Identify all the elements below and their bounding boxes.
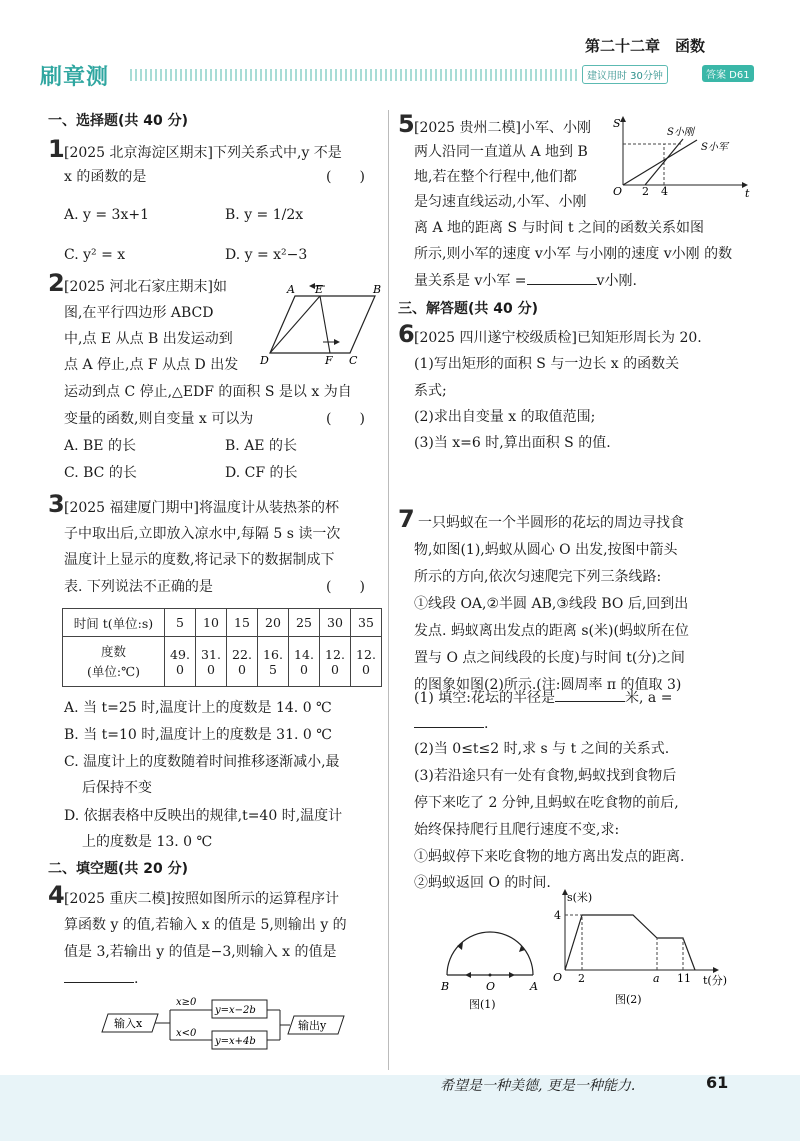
table-cell: 14. 0 (289, 637, 320, 687)
label-f: F (325, 354, 333, 367)
q5-label-t: t (745, 187, 750, 198)
q7-line7: 的图象如图(2)所示.(注:圆周率 π 的值取 3) (414, 677, 682, 693)
q7-number: 7 (398, 505, 415, 533)
flow-output-label: 输出y (298, 1019, 327, 1032)
fig2-label-11: 11 (677, 972, 691, 985)
fig1-label-b: B (441, 980, 450, 993)
q2-option-a: A. BE 的长 (64, 438, 136, 454)
center-o-dot (489, 974, 492, 977)
q7-line5: 发点. 蚂蚁离出发点的距离 s(米)(蚂蚁所在位 (414, 623, 689, 639)
q5-label-s-jun: S小军 (701, 142, 728, 153)
fig2-label-a: a (653, 972, 660, 985)
q7-line4: ①线段 OA,②半圆 AB,③线段 BO 后,回到出 (414, 596, 689, 612)
q7-line8 (414, 687, 672, 709)
arrowhead-f (334, 339, 340, 345)
q3-line1: [2025 福建厦门期中]将温度计从装热茶的杯 (64, 500, 340, 516)
q5-label-s-gang: S小刚 (667, 127, 694, 138)
q2-number: 2 (48, 269, 65, 297)
q5-line-xiaojun (623, 140, 697, 185)
q2-line4: 点 A 停止,点 F 从点 D 出发 (64, 357, 239, 373)
page-number: 61 (706, 1073, 729, 1092)
table-cell: 10 (196, 609, 227, 637)
q5-line7 (414, 270, 637, 292)
fig2-label-s: s(米) (567, 891, 593, 904)
q7-line12: 停下来吃了 2 分钟,且蚂蚁在吃食物的前后, (414, 795, 679, 811)
table-row-temp (63, 637, 382, 687)
q3-option-d2: 上的度数是 13. 0 ℃ (82, 834, 213, 850)
table-cell: 22. 0 (227, 637, 258, 687)
q5-label-s: S (613, 117, 621, 130)
table-cell: 49. 0 (165, 637, 196, 687)
q5-label-o: O (613, 185, 623, 198)
table-cell: 35 (351, 609, 382, 637)
fig1-caption: 图(1) (469, 998, 496, 1010)
fig2-label-4: 4 (554, 909, 561, 922)
q5-answer-blank[interactable] (527, 271, 597, 285)
q7-line9 (414, 713, 488, 735)
q3-number: 3 (48, 490, 65, 518)
q4-line4 (64, 968, 138, 990)
table-cell: 20 (258, 609, 289, 637)
flow-func2: y=x+4b (215, 1036, 256, 1047)
table-cell: 25 (289, 609, 320, 637)
q1-option-c: C. y² = x (64, 247, 126, 263)
q7-line1: 一只蚂蚁在一个半圆形的花坛的周边寻找食 (418, 515, 684, 531)
q6-line4: (2)求出自变量 x 的取值范围; (414, 409, 596, 425)
q1-option-d: D. y = x²−3 (225, 247, 308, 263)
q6-line2: (1)写出矩形的面积 S 与一边长 x 的函数关 (414, 356, 680, 372)
q2-option-b: B. AE 的长 (225, 438, 297, 454)
q4-answer-blank[interactable] (64, 969, 134, 983)
q1-line1: [2025 北京海淀区期末]下列关系式中,y 不是 (64, 145, 342, 161)
table-header-temp-b: (单位:℃) (87, 663, 140, 679)
chapter-title: 第二十二章 函数 (585, 37, 706, 55)
time-badge: 建议用时 30分钟 (582, 65, 668, 84)
table-header-temp-a: 度数 (100, 643, 126, 659)
flow-input-label: 输入x (114, 1017, 143, 1030)
section-answer-heading: 三、解答题(共 40 分) (398, 301, 539, 317)
q6-line3: 系式; (414, 383, 447, 399)
q5-line7b: v小刚. (596, 273, 637, 289)
segment-ef (320, 296, 330, 353)
q7-a-blank[interactable] (414, 714, 484, 728)
q7-line6: 置与 O 点之间线段的长度)与时间 t(分)之间 (414, 650, 685, 666)
q1-option-a: A. y = 3x+1 (64, 207, 149, 223)
table-cell: 30 (320, 609, 351, 637)
q5-line6: 所示,则小军的速度 v小军 与小刚的速度 v小刚 的数 (414, 246, 733, 262)
section-logo: 刷章测 (40, 65, 110, 90)
q7-line8b: 米, a = (625, 690, 673, 706)
q2-option-c: C. BC 的长 (64, 465, 137, 481)
fig1-label-o: O (486, 980, 496, 993)
diameter-arrow-right (509, 972, 515, 978)
q4-line3: 值是 3,若输出 y 的值是−3,则输入 x 的值是 (64, 944, 337, 960)
fig2-label-t: t(分) (703, 974, 728, 987)
q3-option-c1: C. 温度计上的度数随着时间推移逐渐减小,最 (64, 754, 340, 770)
segment-de (270, 296, 320, 353)
label-e: E (315, 283, 324, 296)
q7-line2: 物,如图(1),蚂蚁从圆心 O 出发,按图中箭头 (414, 542, 678, 558)
q5-line3: 地,若在整个行程中,他们都 (414, 169, 577, 185)
arc-arrow-left (457, 942, 463, 950)
q5-label-2: 2 (642, 185, 649, 198)
q3-paren: ( ) (326, 579, 365, 595)
label-c: C (349, 354, 358, 367)
flow-cond2: x<0 (176, 1028, 197, 1039)
q1-option-b: B. y = 1/2x (225, 207, 304, 223)
label-b: B (373, 283, 382, 296)
section-fill-heading: 二、填空题(共 20 分) (48, 861, 189, 877)
q2-line3: 中,点 E 从点 B 出发运动到 (64, 331, 233, 347)
q2-line5: 运动到点 C 停止,△EDF 的面积 S 是以 x 为自 (64, 384, 352, 400)
footer-band (0, 1075, 800, 1141)
fig2-polyline (565, 915, 695, 970)
q7-figure2 (545, 885, 735, 1010)
q2-line6: 变量的函数,则自变量 x 可以为 (64, 411, 254, 427)
q3-line3: 温度计上显示的度数,将记录下的数据制成下 (64, 552, 335, 568)
temperature-table (62, 608, 382, 687)
q6-number: 6 (398, 320, 415, 348)
q3-line2: 子中取出后,立即放入凉水中,每隔 5 s 读一次 (64, 526, 341, 542)
q7-line10: (2)当 0≤t≤2 时,求 s 与 t 之间的关系式. (414, 741, 670, 757)
q4-period: . (134, 971, 139, 987)
q7-line3: 所示的方向,依次匀速爬完下列三条线路: (414, 569, 662, 585)
fig2-label-2: 2 (578, 972, 585, 985)
q5-line5: 离 A 地的距离 S 与时间 t 之间的函数关系如图 (414, 220, 705, 236)
q2-line1: [2025 河北石家庄期末]如 (64, 279, 228, 295)
parallelogram-figure (255, 278, 385, 368)
q1-paren: ( ) (326, 169, 365, 185)
q5-line1: [2025 贵州二模]小军、小刚 (414, 120, 592, 136)
fig2-label-o: O (553, 971, 563, 984)
q3-option-d1: D. 依据表格中反映出的规律,t=40 时,温度计 (64, 808, 343, 824)
q5-line4: 是匀速直线运动,小军、小刚 (414, 194, 587, 210)
q3-option-a: A. 当 t=25 时,温度计上的度数是 14. 0 ℃ (64, 700, 332, 716)
q7-radius-blank[interactable] (555, 688, 625, 702)
q5-label-4: 4 (661, 185, 668, 198)
q6-line5: (3)当 x=6 时,算出面积 S 的值. (414, 435, 611, 451)
q5-line7a: 量关系是 v小军 = (414, 273, 527, 289)
q4-number: 4 (48, 881, 65, 909)
q2-line2: 图,在平行四边形 ABCD (64, 305, 214, 321)
fig2-t-arrow (713, 967, 719, 973)
flow-func1: y=x−2b (215, 1005, 256, 1016)
section-choice-heading: 一、选择题(共 40 分) (48, 113, 189, 129)
label-d: D (260, 354, 269, 367)
fig1-label-a: A (530, 980, 538, 993)
q3-option-b: B. 当 t=10 时,温度计上的度数是 31. 0 ℃ (64, 727, 332, 743)
q7-line14: ①蚂蚁停下来吃食物的地方离出发点的距离. (414, 849, 685, 865)
table-cell: 12. 0 (320, 637, 351, 687)
label-a: A (287, 283, 295, 296)
fig2-caption: 图(2) (615, 993, 642, 1006)
q2-option-d: D. CF 的长 (225, 465, 298, 481)
table-cell: 15 (227, 609, 258, 637)
q7-figure1 (435, 920, 545, 1010)
table-cell: 16. 5 (258, 637, 289, 687)
q5-number: 5 (398, 110, 415, 138)
header-stripes (130, 69, 580, 81)
q7-line8a: (1) 填空:花坛的半径是 (414, 690, 555, 706)
q4-line1: [2025 重庆二模]按照如图所示的运算程序计 (64, 891, 340, 907)
table-cell: 5 (165, 609, 196, 637)
flowchart (100, 992, 350, 1062)
table-cell: 12. 0 (351, 637, 382, 687)
table-row-time (63, 609, 382, 637)
q2-paren: ( ) (326, 411, 365, 427)
column-divider (388, 110, 389, 1070)
answer-badge: 答案 D61 (702, 65, 754, 82)
q1-line2: x 的函数的是 (64, 169, 147, 185)
flow-cond1: x≥0 (176, 997, 197, 1008)
footer-motto: 希望是一种美德, 更是一种能力. (440, 1078, 636, 1094)
table-header-time: 时间 t(单位:s) (63, 609, 165, 637)
q1-number: 1 (48, 135, 65, 163)
parallelogram-abcd (270, 296, 375, 353)
table-header-temp (63, 637, 165, 687)
q5-line2: 两人沿同一直道从 A 地到 B (414, 144, 588, 160)
q5-graph (605, 113, 755, 198)
q7-line11: (3)若沿途只有一处有食物,蚂蚁找到食物后 (414, 768, 677, 784)
q5-s-arrow (620, 116, 626, 122)
q3-option-c2: 后保持不变 (82, 780, 152, 796)
q3-line4: 表. 下列说法不正确的是 (64, 579, 213, 595)
q7-line13: 始终保持爬行且爬行速度不变,求: (414, 822, 620, 838)
diameter-arrow-left (465, 972, 471, 978)
q7-line15: ②蚂蚁返回 O 的时间. (414, 875, 551, 891)
q7-line9-period: . (484, 716, 489, 732)
q6-line1: [2025 四川遂宁校级质检]已知矩形周长为 20. (414, 330, 702, 346)
semicircle-arc (447, 932, 533, 975)
table-cell: 31. 0 (196, 637, 227, 687)
q4-line2: 算函数 y 的值,若输入 x 的值是 5,则输出 y 的 (64, 917, 347, 933)
